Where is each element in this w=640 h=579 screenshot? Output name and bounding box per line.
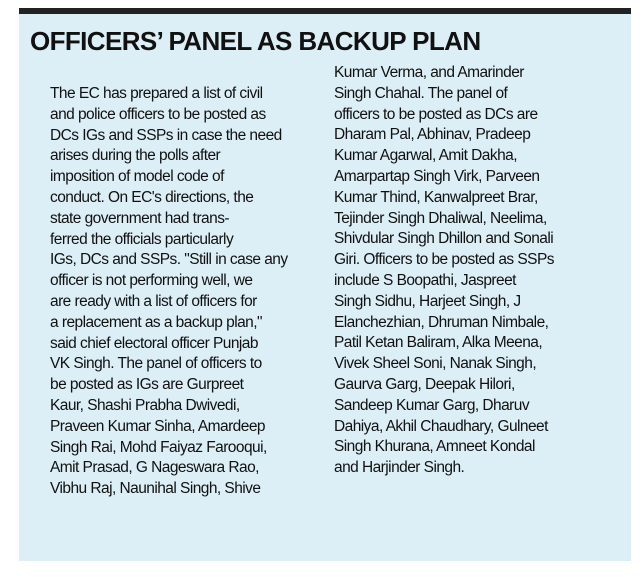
body-line: conduct. On EC's directions, the	[50, 188, 254, 206]
body-line: Singh Khurana, Amneet Kondal	[334, 438, 535, 456]
body-line: Amit Prasad, G Nageswara Rao,	[50, 459, 259, 477]
body-line: Amarpartap Singh Virk, Parveen	[334, 167, 540, 185]
body-line: Elanchezhian, Dhruman Nimbale,	[334, 313, 549, 331]
body-line: Kumar Verma, and Amarinder	[334, 64, 524, 81]
body-line: Dharam Pal, Abhinav, Pradeep	[334, 126, 531, 144]
body-line: officer is not performing well, we	[50, 272, 253, 290]
body-line: imposition of model code of	[50, 168, 224, 186]
body-line: Giri. Officers to be posted as SSPs	[334, 251, 554, 269]
body-line: and Harjinder Singh.	[334, 459, 465, 477]
body-line: ferred the officials particularly	[50, 230, 234, 248]
headline: OFFICERS’ PANEL AS BACKUP PLAN	[30, 26, 481, 56]
body-line: Sandeep Kumar Garg, Dharuv	[334, 396, 530, 414]
body-line: include S Boopathi, Jaspreet	[334, 271, 516, 289]
body-line: a replacement as a backup plan,"	[50, 313, 262, 331]
body-line: The EC has prepared a list of civil	[50, 85, 263, 102]
body-line: DCs IGs and SSPs in case the need	[50, 126, 282, 144]
body-line: Kaur, Shashi Prabha Dwivedi,	[50, 396, 240, 414]
body-line: Patil Ketan Baliram, Alka Meena,	[334, 334, 543, 352]
body-line: Shivdular Singh Dhillon and Sonali	[334, 230, 554, 248]
body-line: Gaurva Garg, Deepak Hilori,	[334, 375, 515, 393]
left-column	[50, 84, 320, 500]
body-line: Vibhu Raj, Naunihal Singh, Shive	[50, 480, 261, 498]
body-line: arises during the polls after	[50, 147, 221, 165]
body-line: Praveen Kumar Sinha, Amardeep	[50, 417, 265, 435]
body-line: state government had trans-	[50, 209, 230, 227]
body-line: Vivek Sheel Soni, Nanak Singh,	[334, 355, 537, 373]
body-line: officers to be posted as DCs are	[334, 105, 538, 123]
body-line: Tejinder Singh Dhaliwal, Neelima,	[334, 209, 547, 227]
body-line: Kumar Agarwal, Amit Dakha,	[334, 147, 517, 165]
body-line: Singh Sidhu, Harjeet Singh, J	[334, 292, 521, 310]
body-line: VK Singh. The panel of officers to	[50, 355, 262, 373]
body-line: be posted as IGs are Gurpreet	[50, 376, 244, 394]
right-column	[334, 63, 624, 479]
body-line: IGs, DCs and SSPs. "Still in case any	[50, 251, 288, 269]
body-line: said chief electoral officer Punjab	[50, 334, 258, 352]
body-line: Dahiya, Akhil Chaudhary, Gulneet	[334, 417, 548, 435]
body-line: are ready with a list of officers for	[50, 292, 257, 310]
body-line: and police officers to be posted as	[50, 105, 266, 123]
body-line: Singh Chahal. The panel of	[334, 84, 508, 102]
body-line: Singh Rai, Mohd Faiyaz Farooqui,	[50, 438, 267, 456]
body-line: Kumar Thind, Kanwalpreet Brar,	[334, 188, 538, 206]
